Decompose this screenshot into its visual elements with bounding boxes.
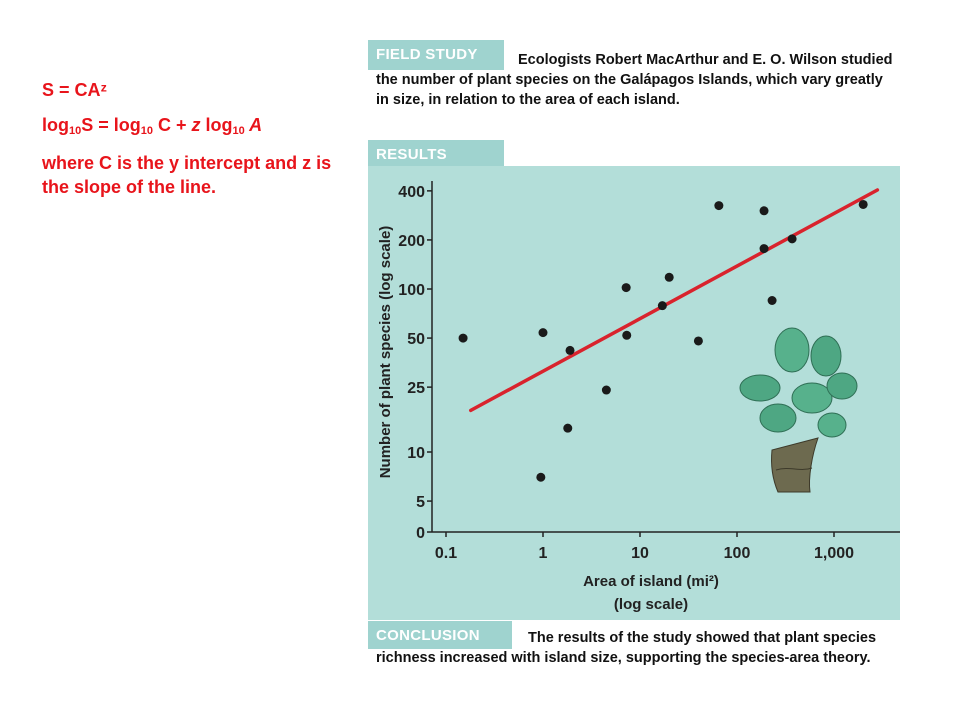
y-tick-label: 10	[407, 445, 425, 462]
x-tick-label: 10	[631, 545, 649, 562]
y-tick-label: 0	[416, 525, 425, 542]
field-study-text: Ecologists Robert MacArthur and E. O. Wilson studied the number of plant species on the Galápagos Islands, which vary greatly in size, in relation to the area of each island.	[376, 52, 893, 108]
x-tick-label: 0.1	[434, 545, 458, 562]
results-header: RESULTS	[368, 140, 504, 168]
x-tick-label: 1,000	[813, 545, 855, 562]
formula-explanation: where C is the y intercept and z is the slope of the line.	[42, 153, 332, 197]
y-axis-label: Number of plant species (log scale)	[377, 225, 394, 479]
log-formula: $\log_{10}S = \log_{10} C + z$ $\log_{10} A$	[42, 115, 263, 137]
chart-panel	[368, 166, 900, 620]
y-tick-label: 100	[398, 282, 425, 299]
y-tick-label: 5	[416, 494, 425, 512]
y-tick-label: 25	[407, 380, 425, 398]
y-tick-label: 400	[398, 183, 425, 201]
field-study-header: FIELD STUDY	[368, 40, 504, 70]
power-law-formula: S = CAᶻ	[42, 80, 108, 100]
x-tick-label: 100	[723, 545, 751, 562]
x-axis-label: Area of island (mi²)	[583, 573, 719, 590]
conclusion-text: The results of the study showed that plant species richness increased with island size, supporting the species-area theory.	[376, 630, 877, 666]
y-tick-label: 50	[407, 331, 425, 349]
formula-panel	[42, 80, 352, 199]
x-tick-label: 1	[538, 545, 548, 562]
conclusion-header: CONCLUSION	[368, 621, 512, 649]
x-axis-label-scale: (log scale)	[613, 596, 689, 613]
y-tick-label: 200	[398, 232, 425, 250]
